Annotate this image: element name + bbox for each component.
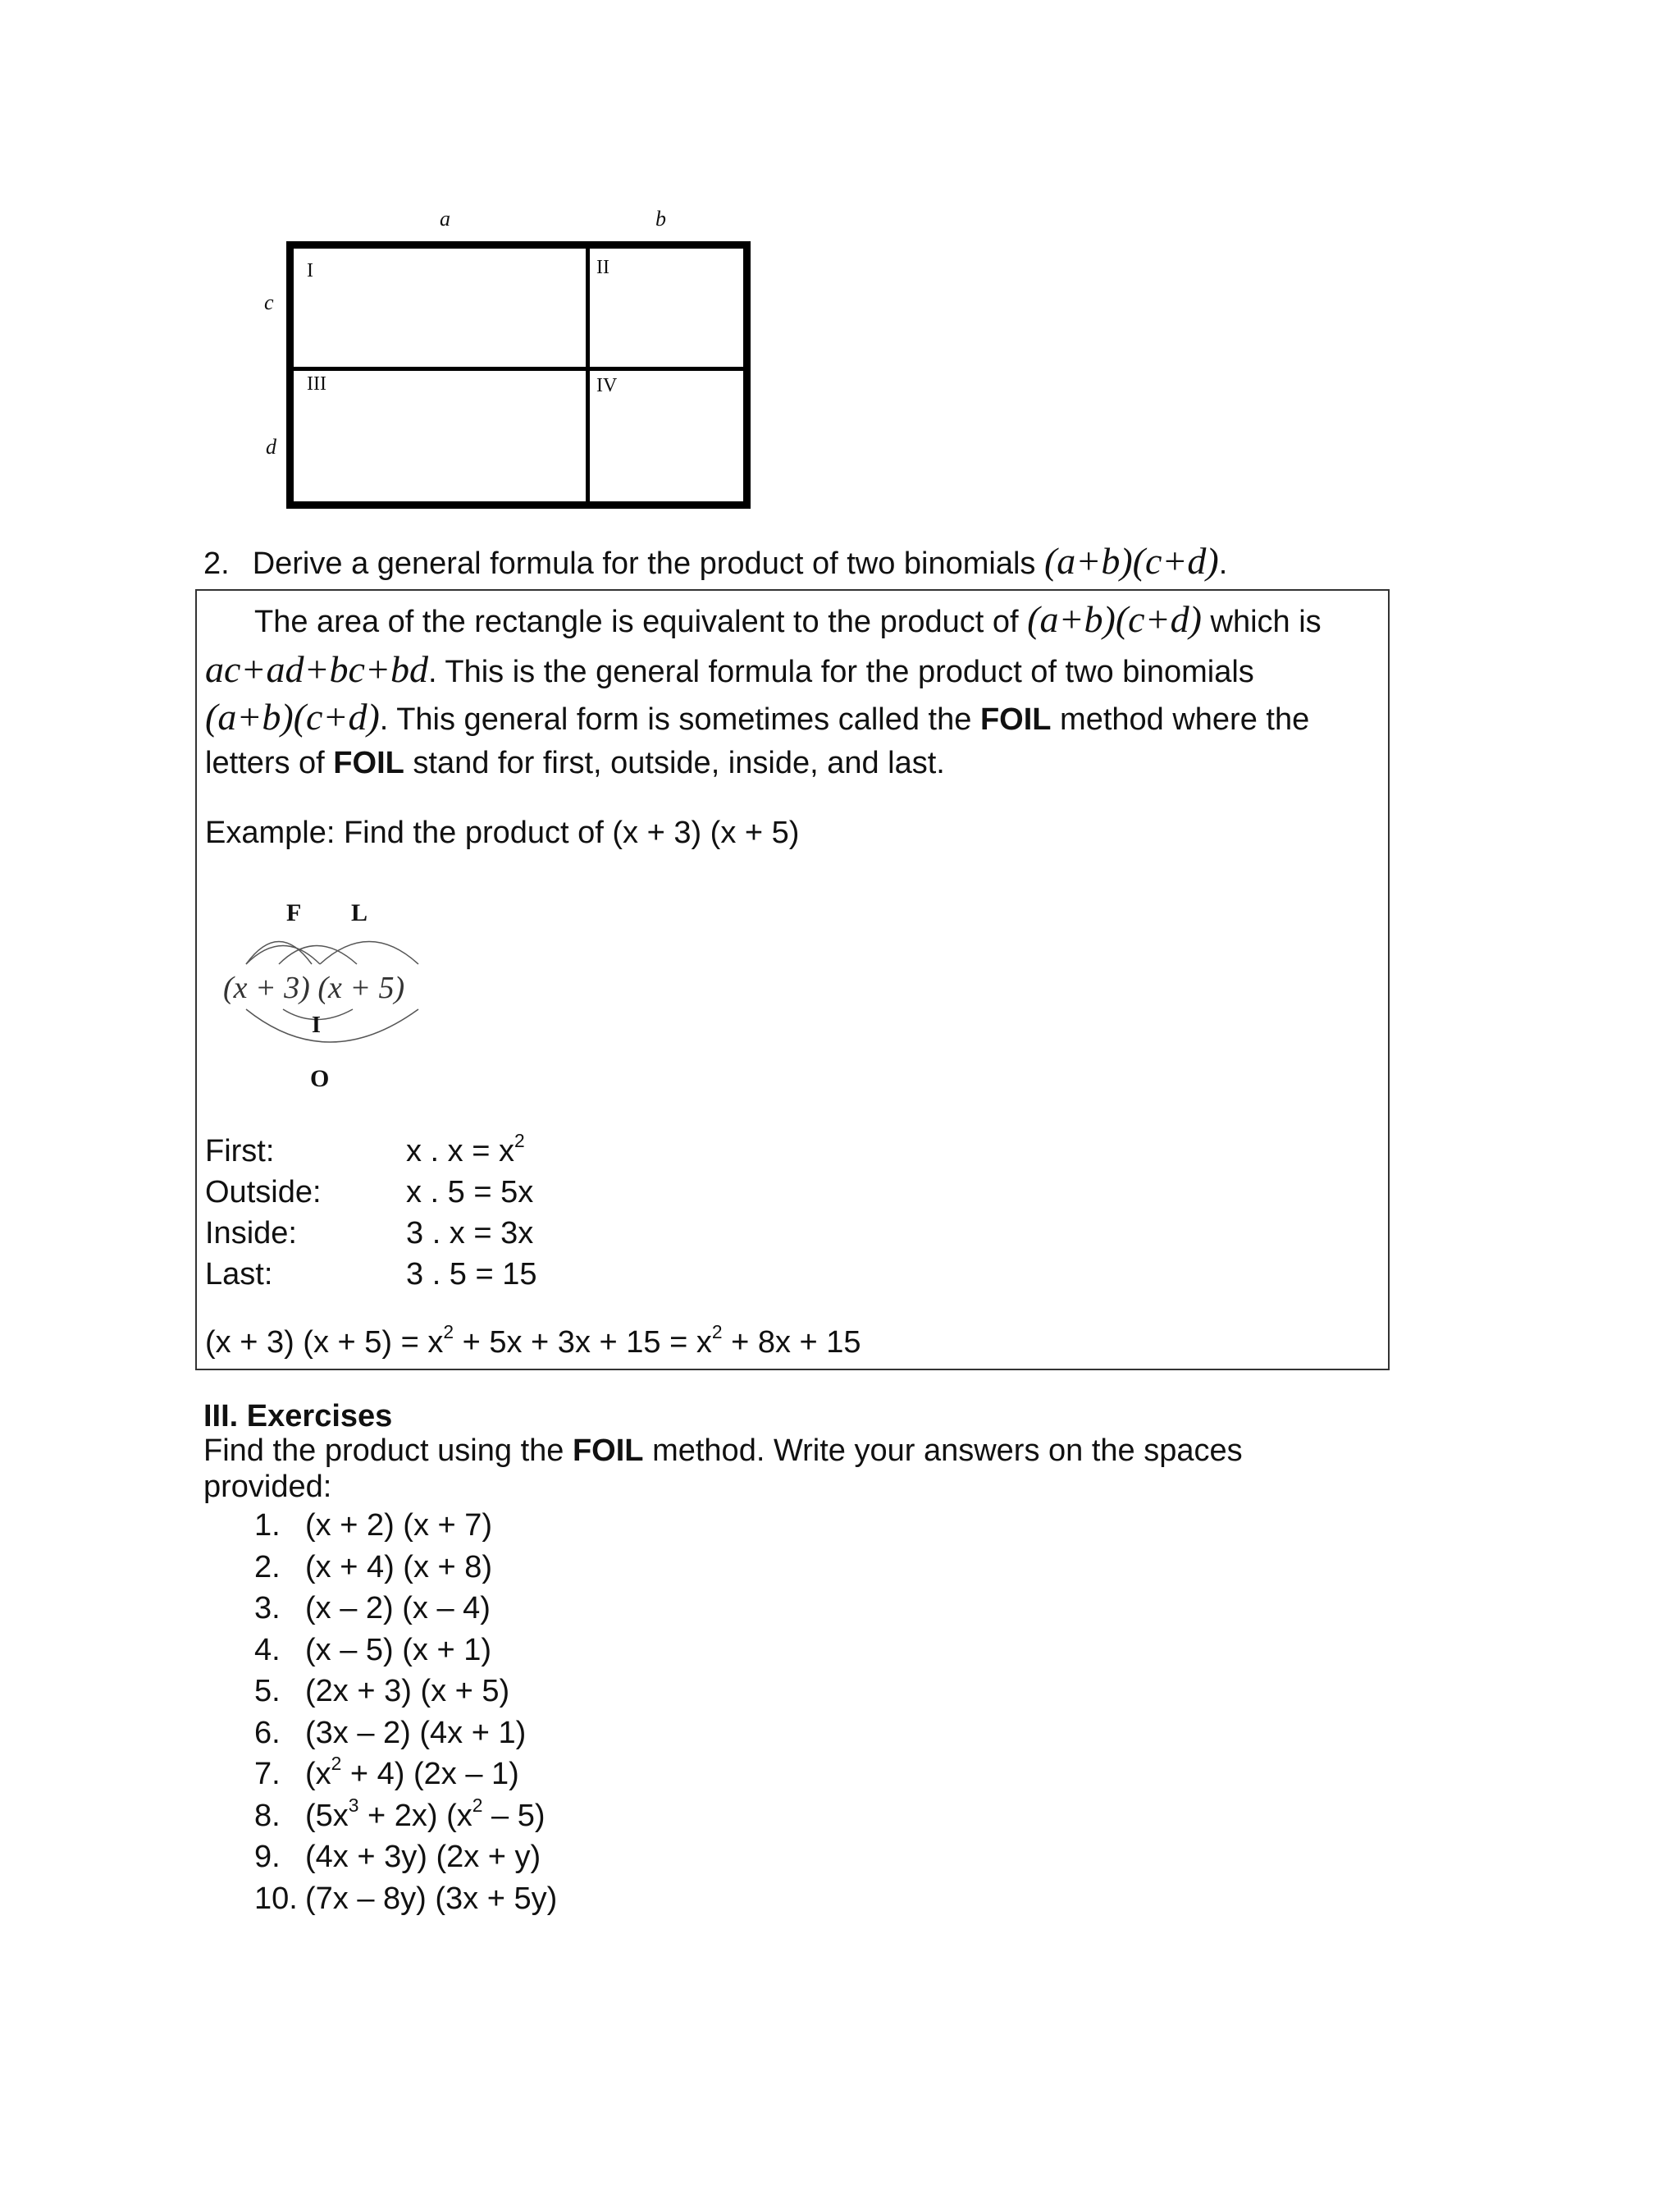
cell-label-iii: III (307, 373, 326, 395)
step-outside (205, 1172, 537, 1213)
item-text: (3x – 2) (4x + 1) (305, 1715, 527, 1750)
cell-label-iv: IV (596, 375, 618, 396)
question-2 (203, 537, 1227, 586)
question-end: . (1218, 546, 1228, 581)
cell-label-i: I (307, 260, 313, 281)
exercise-list (254, 1505, 557, 1919)
foil-label-i: I (312, 1013, 321, 1038)
list-item (254, 1878, 557, 1920)
answer-text: The area of the rectangle is equivalent to the product of (254, 605, 1019, 639)
foil-expression: (x + 3) (x + 5) (223, 971, 405, 1005)
item-text: + 4) (2x – 1) (341, 1757, 519, 1791)
item-text: (x – 2) (x – 4) (305, 1591, 491, 1625)
answer-text: letters of (205, 746, 325, 780)
foil-steps (205, 1131, 537, 1295)
exponent: 2 (514, 1129, 525, 1151)
step-label: Inside: (205, 1216, 297, 1250)
exponent: 3 (348, 1794, 359, 1816)
item-number: 3. (254, 1591, 281, 1625)
final-result (205, 1320, 861, 1363)
answer-line-4 (205, 743, 945, 784)
step-inside (205, 1213, 537, 1254)
instruction-text: method. Write your answers on the spaces (652, 1433, 1243, 1468)
answer-text: . This general form is sometimes called the (379, 702, 972, 737)
outer-left-arc (246, 942, 312, 965)
item-text: (5x (305, 1798, 349, 1833)
result-part: (x + 3) (x + 5) = x (205, 1325, 444, 1360)
outer-top-arc (320, 942, 418, 965)
step-label: Outside: (205, 1175, 322, 1209)
list-item (254, 1588, 557, 1630)
answer-line-2 (205, 645, 1254, 694)
item-number: 5. (254, 1674, 281, 1708)
exercises-instructions (203, 1433, 1243, 1505)
exponent: 2 (472, 1794, 483, 1816)
general-formula: ac+ad+bc+bd (205, 648, 428, 690)
list-item (254, 1836, 557, 1878)
item-text: (4x + 3y) (2x + y) (305, 1840, 541, 1874)
foil-keyword: FOIL (333, 746, 404, 780)
answer-line-3 (205, 693, 1309, 742)
foil-label-o: O (310, 1065, 330, 1092)
step-label: First: (205, 1134, 275, 1168)
binomial-expression: (a+b)(c+d) (1027, 598, 1202, 640)
label-c: c (264, 290, 274, 314)
exercises-heading: III. Exercises (203, 1399, 393, 1433)
item-text: – 5) (482, 1798, 546, 1833)
example-line: Example: Find the product of (x + 3) (x + 5) (205, 816, 800, 850)
item-number: 8. (254, 1798, 281, 1833)
area-rectangle (286, 241, 751, 509)
step-label: Last: (205, 1257, 273, 1292)
item-number: 2. (254, 1549, 281, 1584)
answer-text: method where the (1060, 702, 1310, 737)
step-calc: 3 . 5 = 15 (406, 1257, 537, 1292)
question-expression: (a+b)(c+d) (1043, 540, 1219, 582)
list-item (254, 1795, 557, 1837)
exponent: 2 (443, 1320, 454, 1342)
label-d: d (266, 435, 276, 459)
foil-keyword: FOIL (979, 702, 1052, 737)
result-part: + 5x + 3x + 15 = x (454, 1325, 712, 1360)
answer-text: stand for first, outside, inside, and last. (413, 746, 945, 780)
horizontal-divider (294, 367, 743, 371)
foil-keyword: FOIL (572, 1433, 644, 1468)
list-item (254, 1505, 557, 1547)
label-b: b (655, 207, 666, 231)
item-number: 9. (254, 1840, 281, 1874)
foil-label-l: L (351, 899, 368, 926)
item-text: (2x + 3) (x + 5) (305, 1674, 510, 1708)
question-text: Derive a general formula for the product of two binomials (252, 546, 1036, 581)
answer-text: which is (1210, 605, 1322, 639)
item-text: (x + 2) (x + 7) (305, 1508, 493, 1543)
label-a: a (440, 207, 450, 231)
binomial-expression: (a+b)(c+d) (205, 696, 380, 738)
exponent: 2 (711, 1320, 723, 1342)
list-item (254, 1753, 557, 1795)
step-last (205, 1254, 537, 1295)
list-item (254, 1671, 557, 1712)
item-number: 6. (254, 1715, 281, 1750)
instruction-text: Find the product using the (203, 1433, 564, 1468)
step-calc: x . x = x (406, 1134, 514, 1168)
cell-label-ii: II (596, 257, 609, 278)
answer-text: . This is the general formula for the product of two binomials (427, 655, 1254, 689)
list-item (254, 1630, 557, 1671)
item-number: 1. (254, 1508, 281, 1543)
item-text: + 2x) (x (358, 1798, 472, 1833)
item-text: (x + 4) (x + 8) (305, 1549, 493, 1584)
result-part: + 8x + 15 (722, 1325, 861, 1360)
item-text: (7x – 8y) (3x + 5y) (305, 1881, 558, 1916)
exponent: 2 (331, 1752, 342, 1774)
item-text: (x – 5) (x + 1) (305, 1632, 491, 1667)
item-number: 10. (254, 1881, 298, 1916)
item-text: (x (305, 1757, 331, 1791)
list-item (254, 1712, 557, 1754)
item-number: 7. (254, 1757, 281, 1791)
vertical-divider (586, 249, 590, 501)
question-number: 2. (203, 546, 230, 581)
step-first (205, 1131, 537, 1172)
first-arc (246, 946, 320, 965)
foil-label-f: F (286, 899, 302, 926)
list-item (254, 1547, 557, 1589)
item-number: 4. (254, 1632, 281, 1667)
step-calc: x . 5 = 5x (406, 1175, 534, 1209)
outside-arc (246, 1009, 418, 1042)
instruction-text: provided: (203, 1470, 332, 1504)
answer-line-1 (254, 595, 1322, 644)
step-calc: 3 . x = 3x (406, 1216, 534, 1250)
